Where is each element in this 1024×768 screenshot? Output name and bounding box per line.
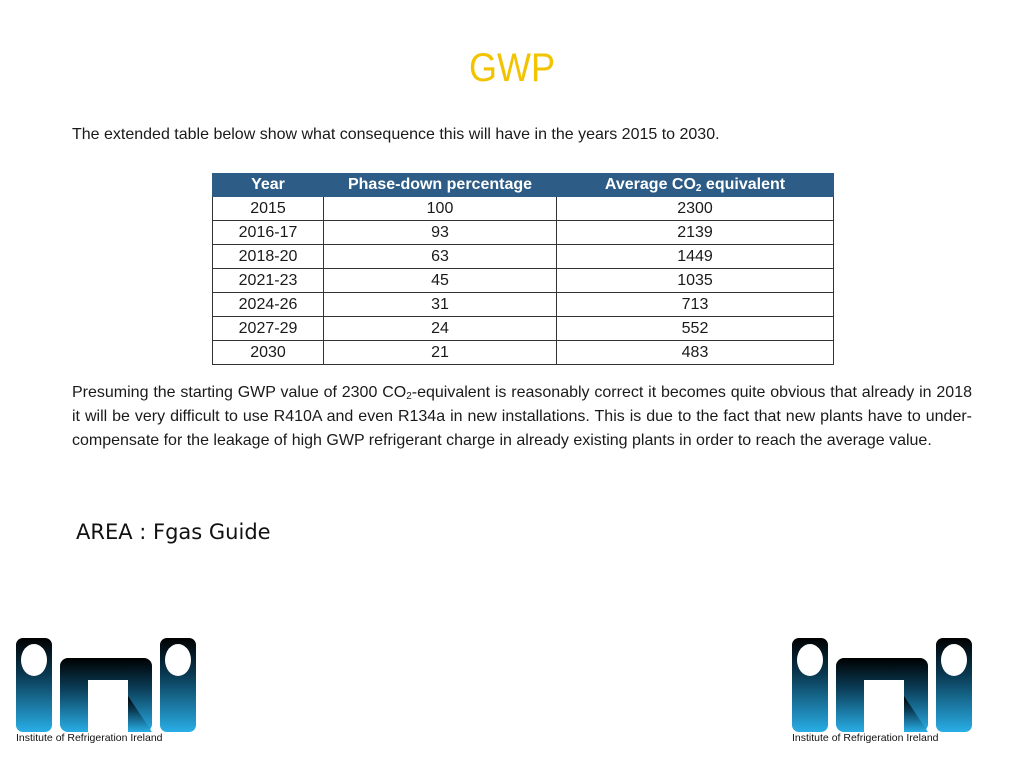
cell-phase-down: 21: [324, 341, 557, 365]
cell-co2-equivalent: 2300: [557, 197, 834, 221]
cell-year: 2030: [213, 341, 324, 365]
table-row: [213, 245, 834, 269]
explanation-paragraph: Presuming the starting GWP value of 2300 $CO_2$-equivalent is reasonably correct it becomes quite obvious that already in 2018 it will be very difficult to use R410A and even R134a in new installations. This is due to the fact that new plants have to under-compensate for the leakage of high GWP refrigerant charge in already existing plants in order to reach the average value.: [72, 384, 973, 449]
cell-year: 2016-17: [213, 221, 324, 245]
logo-caption: Institute of Refrigeration Ireland: [16, 732, 163, 744]
header-co2-equivalent: Average $CO_2$ equivalent: [557, 174, 834, 197]
table-row: [213, 221, 834, 245]
intro-text: The extended table below show what consequence this will have in the years 2015 to 2030.: [72, 126, 720, 143]
area-label: AREA : Fgas Guide: [76, 520, 271, 544]
cell-year: 2027-29: [213, 317, 324, 341]
table-row: [213, 197, 834, 221]
cell-year: 2024-26: [213, 293, 324, 317]
cell-phase-down: 93: [324, 221, 557, 245]
iri-logo-mark: [16, 638, 200, 732]
table-row: [213, 317, 834, 341]
cell-year: 2018-20: [213, 245, 324, 269]
cell-phase-down: 45: [324, 269, 557, 293]
cell-co2-equivalent: 2139: [557, 221, 834, 245]
table-row: [213, 269, 834, 293]
iri-logo-right: [792, 638, 976, 748]
gwp-table: [212, 173, 834, 365]
cell-phase-down: 24: [324, 317, 557, 341]
cell-year: 2015: [213, 197, 324, 221]
cell-co2-equivalent: 1035: [557, 269, 834, 293]
cell-co2-equivalent: 713: [557, 293, 834, 317]
header-phase-down: Phase-down percentage: [324, 174, 557, 197]
table-header-row: [213, 174, 834, 197]
table-row: [213, 341, 834, 365]
cell-phase-down: 100: [324, 197, 557, 221]
iri-logo-mark: [792, 638, 976, 732]
cell-year: 2021-23: [213, 269, 324, 293]
cell-phase-down: 31: [324, 293, 557, 317]
table-row: [213, 293, 834, 317]
iri-logo-left: [16, 638, 200, 748]
cell-co2-equivalent: 483: [557, 341, 834, 365]
cell-co2-equivalent: 1449: [557, 245, 834, 269]
header-year: Year: [213, 174, 324, 197]
slide-title: GWP: [468, 46, 555, 90]
cell-co2-equivalent: 552: [557, 317, 834, 341]
logo-caption: Institute of Refrigeration Ireland: [792, 732, 939, 744]
cell-phase-down: 63: [324, 245, 557, 269]
